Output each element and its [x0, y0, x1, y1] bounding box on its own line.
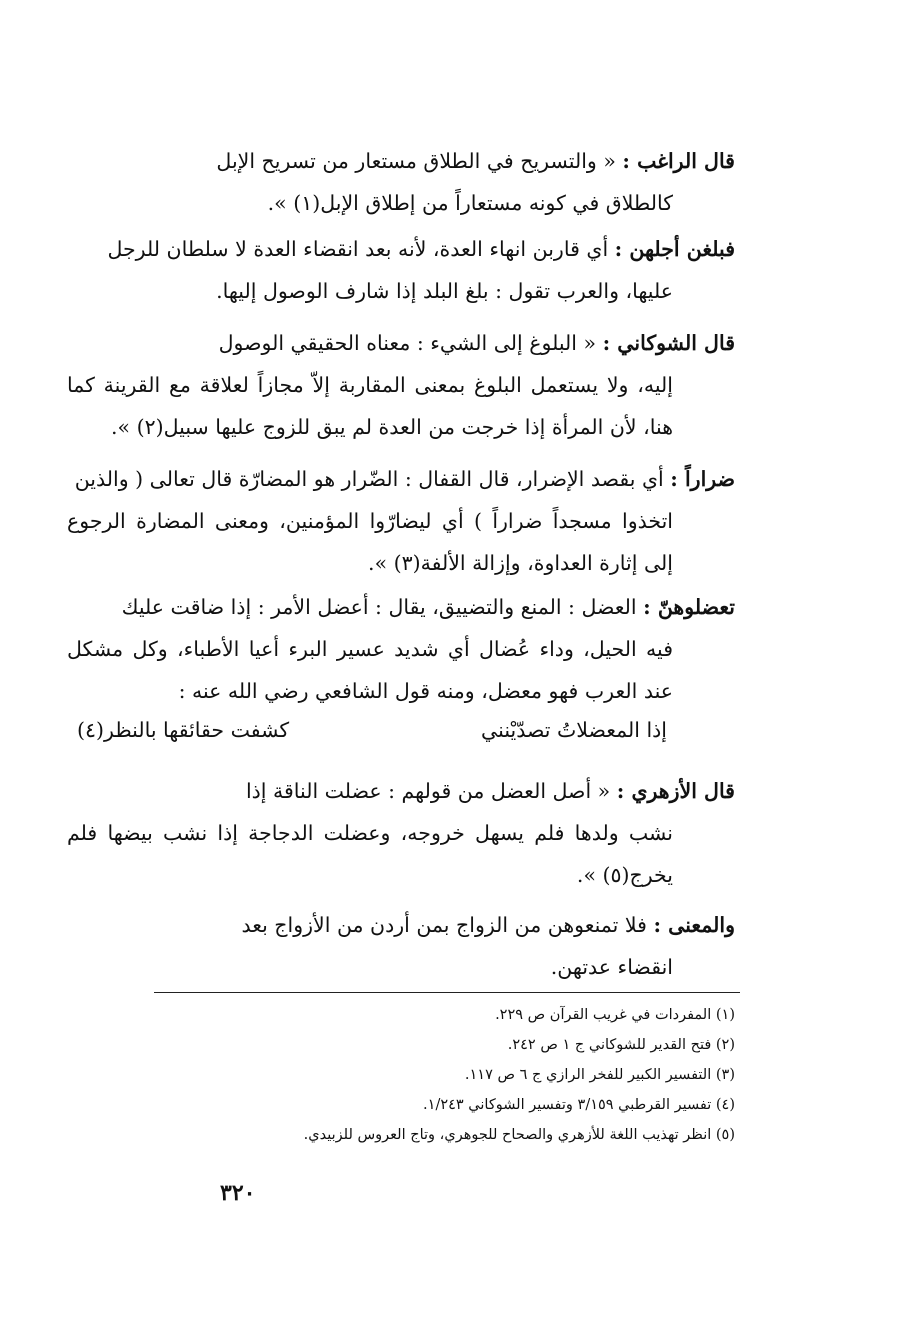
term-label: فبلغن أجلهن : [614, 237, 735, 261]
paragraph-text: اتخذوا مسجداً ضراراً ) أي ليضارّوا المؤمنين، ومعنى المضارة الرجوع إلى إثارة العداوة، وإزالة الألفة(٣) ». [67, 509, 673, 575]
paragraph-text: أي قاربن انهاء العدة، لأنه بعد انقضاء العدة لا سلطان للرجل [107, 237, 609, 261]
paragraph-maana [67, 904, 735, 988]
poetry-verse [77, 718, 667, 742]
paragraph-balaghna [67, 228, 735, 312]
term-label: تعضلوهنّ : [643, 595, 735, 619]
term-label: قال الشوكاني : [602, 331, 735, 355]
term-label: قال الأزهري : [616, 779, 735, 803]
footnote-item: (٥) انظر تهذيب اللغة للأزهري والصحاح للجوهري، وتاج العروس للزبيدي. [303, 1127, 735, 1143]
footnote-item: (٣) التفسير الكبير للفخر الرازي ج ٦ ص ١١٧. [464, 1067, 735, 1083]
paragraph-shawkani [67, 322, 735, 448]
footnote-item: (١) المفردات في غريب القرآن ص ٢٢٩. [495, 1007, 735, 1023]
footnotes [135, 1000, 735, 1150]
paragraph-text: فلا تمنعوهن من الزواج بمن أردن من الأزواج بعد [241, 913, 647, 937]
footnote-divider [154, 992, 740, 993]
paragraph-text: أي بقصد الإضرار، قال القفال : الضّرار هو المضارّة قال تعالى ( والذين [74, 467, 664, 491]
verse-second-hemistich: كشفت حقائقها بالنظر(٤) [77, 718, 290, 742]
paragraph-text: إليه، ولا يستعمل البلوغ بمعنى المقاربة إلاّ مجازاً لعلاقة مع القرينة كما هنا، لأن المرأة إذا خرجت من العدة لم يبق للزوج عليها سبيل(٢) ». [67, 373, 673, 439]
paragraph-tadulhunna [67, 586, 735, 712]
verse-first-hemistich: إذا المعضلاتُ تصدّيْنني [481, 718, 667, 742]
paragraph-azhari [67, 770, 735, 896]
paragraph-text: العضل : المنع والتضييق، يقال : أعضل الأمر : إذا ضاقت عليك [121, 595, 637, 619]
paragraph-raghib [67, 140, 735, 224]
paragraph-text: نشب ولدها فلم يسهل خروجه، وعضلت الدجاجة إذا نشب بيضها فلم يخرج(٥) ». [67, 821, 673, 887]
paragraph-text: كالطلاق في كونه مستعاراً من إطلاق الإبل(١) ». [267, 191, 673, 215]
term-label: ضراراً : [670, 467, 735, 491]
paragraph-text: فيه الحيل، وداء عُضال أي شديد عسير البرء أعيا الأطباء، وكل مشكل عند العرب فهو معضل، ومنه قول الشافعي رضي الله عنه : [67, 637, 673, 703]
paragraph-text: عليها، والعرب تقول : بلغ البلد إذا شارف الوصول إليها. [216, 279, 673, 303]
footnote-item: (٢) فتح القدير للشوكاني ج ١ ص ٢٤٢. [507, 1037, 735, 1053]
paragraph-text: « والتسريح في الطلاق مستعار من تسريح الإبل [216, 149, 616, 173]
paragraph-text: انقضاء عدتهن. [550, 955, 673, 979]
paragraph-diraran [67, 458, 735, 584]
footnote-item: (٤) تفسير القرطبي ٣/١٥٩ وتفسير الشوكاني ١/٢٤٣. [423, 1097, 735, 1113]
paragraph-text: « البلوغ إلى الشيء : معناه الحقيقي الوصول [218, 331, 597, 355]
term-label: والمعنى : [653, 913, 735, 937]
page-number: ٣٢٠ [220, 1180, 256, 1206]
term-label: قال الراغب : [622, 149, 735, 173]
paragraph-text: « أصل العضل من قولهم : عضلت الناقة إذا [245, 779, 611, 803]
